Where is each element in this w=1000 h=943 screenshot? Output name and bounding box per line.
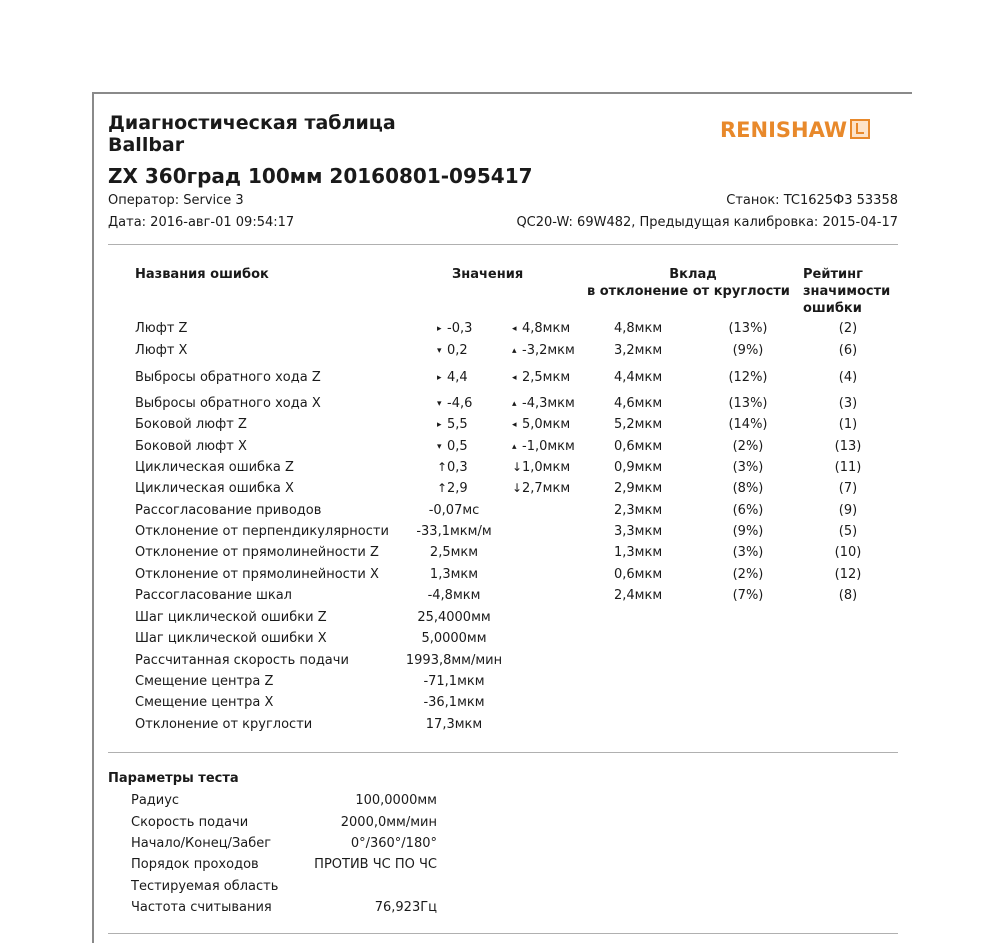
direction-arrow-icon: ▴ xyxy=(512,399,517,409)
value-secondary-text: -1,0мкм xyxy=(522,439,575,454)
error-name: Боковой люфт X xyxy=(135,439,247,454)
direction-arrow-icon: ▾ xyxy=(437,442,442,452)
value-primary xyxy=(437,457,468,478)
value-secondary xyxy=(512,478,570,499)
table-row xyxy=(0,436,1000,457)
error-name: Смещение центра Z xyxy=(135,674,274,689)
param-value: 100,0000мм xyxy=(355,793,437,808)
table-row xyxy=(0,542,1000,563)
direction-arrow-icon: ▸ xyxy=(437,420,442,430)
col-header-names: Названия ошибок xyxy=(135,267,269,282)
contribution-value: 2,9мкм xyxy=(614,481,663,496)
contribution-value: 5,2мкм xyxy=(614,417,663,432)
error-name: Циклическая ошибка Z xyxy=(135,460,294,475)
value: -4,8мкм xyxy=(427,588,481,603)
value-primary xyxy=(437,393,472,415)
table-row xyxy=(0,714,1000,735)
contribution-percent: (2%) xyxy=(732,567,764,582)
table-row xyxy=(0,585,1000,606)
contribution-value: 4,4мкм xyxy=(614,370,663,385)
table-row xyxy=(0,650,1000,671)
col-header-values: Значения xyxy=(452,267,524,282)
contribution-value: 0,6мкм xyxy=(614,439,663,454)
value: -0,07мс xyxy=(428,503,480,518)
param-name: Начало/Конец/Забег xyxy=(131,836,272,851)
value: 1,3мкм xyxy=(429,567,479,582)
param-name: Тестируемая область xyxy=(131,879,279,894)
direction-arrow-icon: ◂ xyxy=(512,373,517,383)
value-primary xyxy=(437,478,468,499)
logo-text: RENISHAW xyxy=(720,118,848,142)
error-name: Отклонение от прямолинейности Z xyxy=(135,545,379,560)
contribution-percent: (2%) xyxy=(732,439,764,454)
error-name: Выбросы обратного хода Z xyxy=(135,370,321,385)
param-row xyxy=(0,790,1000,811)
value-secondary-text: 5,0мкм xyxy=(522,417,571,432)
value: 5,0000мм xyxy=(421,631,487,646)
direction-arrow-icon: ▴ xyxy=(512,442,517,452)
error-name: Рассогласование приводов xyxy=(135,503,322,518)
error-name: Отклонение от прямолинейности X xyxy=(135,567,379,582)
param-value: 0°/360°/180° xyxy=(350,836,437,851)
machine: Станок: TC1625Ф3 53358 xyxy=(726,193,898,208)
value-secondary-text: -3,2мкм xyxy=(522,343,575,358)
param-row xyxy=(0,897,1000,918)
significance-rank: (5) xyxy=(838,524,858,539)
error-name: Люфт X xyxy=(135,343,188,358)
value: 17,3мкм xyxy=(425,717,483,732)
value-secondary xyxy=(512,393,575,415)
value: -71,1мкм xyxy=(423,674,485,689)
test-name: ZX 360град 100мм 20160801-095417 xyxy=(108,164,533,188)
contribution-percent: (8%) xyxy=(732,481,764,496)
table-row xyxy=(0,628,1000,649)
renishaw-logo-icon xyxy=(850,119,870,139)
error-name: Шаг циклической ошибки Z xyxy=(135,610,327,625)
table-row xyxy=(0,318,1000,339)
contribution-percent: (13%) xyxy=(728,396,768,411)
significance-rank: (12) xyxy=(834,567,862,582)
error-name: Боковой люфт Z xyxy=(135,417,247,432)
value-secondary-text: 4,8мкм xyxy=(522,321,571,336)
table-row xyxy=(0,457,1000,478)
param-name: Порядок проходов xyxy=(131,857,259,872)
table-row xyxy=(0,478,1000,499)
significance-rank: (1) xyxy=(838,417,858,432)
param-name: Скорость подачи xyxy=(131,815,249,830)
operator: Оператор: Service 3 xyxy=(108,193,244,208)
error-name: Шаг циклической ошибки X xyxy=(135,631,327,646)
contribution-percent: (7%) xyxy=(732,588,764,603)
param-row xyxy=(0,812,1000,833)
report-subtitle: Ballbar xyxy=(108,134,185,156)
direction-arrow-icon: ▴ xyxy=(512,346,517,356)
params-title: Параметры теста xyxy=(108,771,239,786)
value-secondary xyxy=(512,318,570,340)
date: Дата: 2016-авг-01 09:54:17 xyxy=(108,215,295,230)
table-row xyxy=(0,393,1000,414)
param-value: ПРОТИВ ЧС ПО ЧС xyxy=(314,857,437,872)
value: 25,4000мм xyxy=(417,610,491,625)
direction-arrow-icon: ▾ xyxy=(437,346,442,356)
param-name: Частота считывания xyxy=(131,900,272,915)
param-value: 2000,0мм/мин xyxy=(340,815,437,830)
contribution-value: 3,3мкм xyxy=(614,524,663,539)
direction-arrow-icon: ▸ xyxy=(437,324,442,334)
param-value: 76,923Гц xyxy=(374,900,437,915)
param-row xyxy=(0,833,1000,854)
contribution-percent: (3%) xyxy=(732,545,764,560)
table-row xyxy=(0,607,1000,628)
significance-rank: (6) xyxy=(838,343,858,358)
table-row xyxy=(0,414,1000,435)
contribution-percent: (6%) xyxy=(732,503,764,518)
significance-rank: (4) xyxy=(838,370,858,385)
error-name: Смещение центра X xyxy=(135,695,274,710)
error-name: Выбросы обратного хода X xyxy=(135,396,321,411)
significance-rank: (10) xyxy=(834,545,862,560)
contribution-percent: (9%) xyxy=(732,343,764,358)
table-row xyxy=(0,500,1000,521)
divider xyxy=(108,244,898,245)
divider xyxy=(108,752,898,753)
value-secondary xyxy=(512,414,570,436)
direction-arrow-icon: ▸ xyxy=(437,373,442,383)
value-secondary-text: -4,3мкм xyxy=(522,396,575,411)
value-secondary-text: 2,5мкм xyxy=(522,370,571,385)
significance-rank: (8) xyxy=(838,588,858,603)
col-header-rank-1: Рейтинг xyxy=(803,267,863,282)
value-primary-text: 0,5 xyxy=(447,439,468,454)
value-secondary-text: 1,0мкм xyxy=(522,460,571,475)
contribution-percent: (9%) xyxy=(732,524,764,539)
error-name: Рассогласование шкал xyxy=(135,588,292,603)
col-header-contrib-1: Вклад xyxy=(669,267,717,282)
contribution-value: 3,2мкм xyxy=(614,343,663,358)
table-row xyxy=(0,521,1000,542)
value: -33,1мкм/м xyxy=(416,524,492,539)
contribution-value: 2,4мкм xyxy=(614,588,663,603)
table-row xyxy=(0,692,1000,713)
significance-rank: (3) xyxy=(838,396,858,411)
error-name: Отклонение от перпендикулярности xyxy=(135,524,389,539)
value-primary xyxy=(437,340,468,362)
error-name: Отклонение от круглости xyxy=(135,717,313,732)
report-title: Диагностическая таблица xyxy=(108,112,396,134)
significance-rank: (7) xyxy=(838,481,858,496)
table-row xyxy=(0,340,1000,361)
value-secondary xyxy=(512,367,570,389)
direction-arrow-icon: ↓ xyxy=(512,481,523,495)
value: 2,5мкм xyxy=(429,545,479,560)
contribution-value: 0,6мкм xyxy=(614,567,663,582)
value-primary xyxy=(437,436,468,458)
direction-arrow-icon: ◂ xyxy=(512,420,517,430)
direction-arrow-icon: ↑ xyxy=(437,460,448,474)
direction-arrow-icon: ↓ xyxy=(512,460,523,474)
calibration-info: QC20-W: 69W482, Предыдущая калибровка: 2015-04-17 xyxy=(516,215,898,230)
col-header-contrib-2: в отклонение от круглости xyxy=(587,284,790,299)
direction-arrow-icon: ◂ xyxy=(512,324,517,334)
col-header-rank-3: ошибки xyxy=(803,301,862,316)
contribution-value: 4,8мкм xyxy=(614,321,663,336)
table-row xyxy=(0,671,1000,692)
table-row xyxy=(0,367,1000,388)
value-secondary xyxy=(512,436,575,458)
value-primary-text: -4,6 xyxy=(447,396,473,411)
contribution-percent: (14%) xyxy=(728,417,768,432)
col-header-rank-2: значимости xyxy=(803,284,891,299)
significance-rank: (2) xyxy=(838,321,858,336)
value-primary-text: 5,5 xyxy=(447,417,468,432)
value-primary xyxy=(437,318,472,340)
direction-arrow-icon: ↑ xyxy=(437,481,448,495)
param-name: Радиус xyxy=(131,793,180,808)
contribution-value: 2,3мкм xyxy=(614,503,663,518)
value-secondary-text: 2,7мкм xyxy=(522,481,571,496)
value-primary xyxy=(437,414,468,436)
value-secondary xyxy=(512,340,575,362)
contribution-percent: (3%) xyxy=(732,460,764,475)
contribution-percent: (13%) xyxy=(728,321,768,336)
value-primary xyxy=(437,367,468,389)
contribution-percent: (12%) xyxy=(728,370,768,385)
contribution-value: 1,3мкм xyxy=(614,545,663,560)
error-name: Люфт Z xyxy=(135,321,188,336)
param-row xyxy=(0,876,1000,897)
value-primary-text: 0,3 xyxy=(447,460,468,475)
value: -36,1мкм xyxy=(423,695,485,710)
value-secondary xyxy=(512,457,570,478)
contribution-value: 4,6мкм xyxy=(614,396,663,411)
significance-rank: (9) xyxy=(838,503,858,518)
renishaw-logo xyxy=(720,118,870,142)
value-primary-text: 0,2 xyxy=(447,343,468,358)
value: 1993,8мм/мин xyxy=(405,653,503,668)
value-primary-text: 2,9 xyxy=(447,481,468,496)
significance-rank: (13) xyxy=(834,439,862,454)
value-primary-text: -0,3 xyxy=(447,321,473,336)
error-name: Рассчитанная скорость подачи xyxy=(135,653,349,668)
value-primary-text: 4,4 xyxy=(447,370,468,385)
divider xyxy=(108,933,898,934)
param-row xyxy=(0,854,1000,875)
contribution-value: 0,9мкм xyxy=(614,460,663,475)
direction-arrow-icon: ▾ xyxy=(437,399,442,409)
significance-rank: (11) xyxy=(834,460,862,475)
error-name: Циклическая ошибка X xyxy=(135,481,294,496)
table-row xyxy=(0,564,1000,585)
